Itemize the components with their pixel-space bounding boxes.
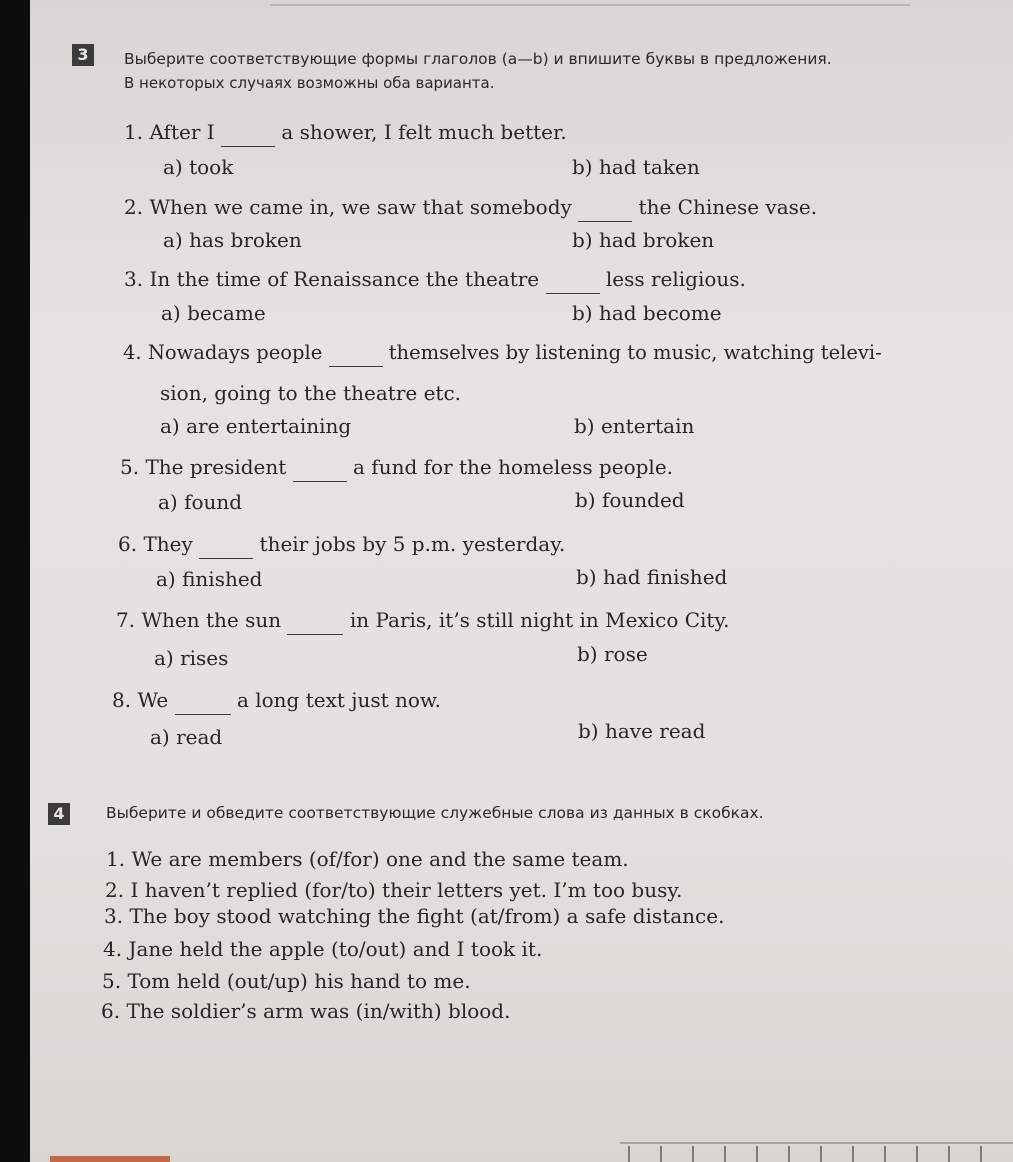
option-8b: b) have read [578, 719, 706, 743]
answer-blank-3[interactable] [546, 273, 600, 294]
question-8: 8. We a long text just now. [112, 688, 441, 715]
ruler-edge [620, 1142, 1013, 1162]
answer-blank-4[interactable] [329, 346, 383, 367]
exercise-3-badge: 3 [72, 44, 94, 66]
question-6: 6. They their jobs by 5 p.m. yesterday. [118, 532, 565, 559]
preposition-item-1: 1. We are members (of/for) one and the same team. [106, 847, 629, 871]
option-3a: a) became [161, 301, 266, 325]
preposition-item-6: 6. The soldier’s arm was (in/with) blood. [101, 999, 511, 1023]
question-7: 7. When the sun in Paris, it’s still night in Mexico City. [116, 608, 729, 635]
preposition-item-4: 4. Jane held the apple (to/out) and I took it. [103, 937, 543, 961]
question-1: 1. After I a shower, I felt much better. [124, 120, 567, 147]
option-5b: b) founded [575, 488, 685, 512]
answer-blank-7[interactable] [287, 614, 343, 635]
preposition-item-3: 3. The boy stood watching the fight (at/from) a safe distance. [104, 904, 725, 928]
option-1b: b) had taken [572, 155, 700, 179]
answer-blank-6[interactable] [199, 538, 253, 559]
option-7b: b) rose [577, 642, 648, 666]
exercise-4-badge: 4 [48, 803, 70, 825]
workbook-page [30, 0, 1013, 1162]
question-4-continuation: sion, going to the theatre etc. [160, 381, 462, 405]
question-3: 3. In the time of Renaissance the theatre less religious. [124, 267, 746, 294]
option-7a: a) rises [154, 646, 229, 670]
top-rule [270, 4, 910, 6]
answer-blank-2[interactable] [578, 201, 632, 222]
option-6b: b) had finished [576, 565, 728, 589]
question-5: 5. The president a fund for the homeless people. [120, 455, 673, 482]
option-8a: a) read [150, 725, 223, 749]
exercise-4-instruction: Выберите и обведите соответствующие служебные слова из данных в скобках. [106, 804, 764, 822]
preposition-item-5: 5. Tom held (out/up) his hand to me. [102, 969, 471, 993]
option-4b: b) entertain [574, 414, 695, 438]
question-2: 2. When we came in, we saw that somebody the Chinese vase. [124, 195, 817, 222]
option-2a: a) has broken [163, 228, 302, 252]
question-4: 4. Nowadays people themselves by listening to music, watching televi- [123, 341, 882, 367]
option-5a: a) found [158, 490, 243, 514]
option-1a: a) took [163, 155, 234, 179]
option-6a: a) finished [156, 567, 263, 591]
preposition-item-2: 2. I haven’t replied (for/to) their letters yet. I’m too busy. [105, 878, 683, 902]
answer-blank-5[interactable] [293, 461, 347, 482]
option-2b: b) had broken [572, 228, 715, 252]
option-4a: a) are entertaining [160, 414, 352, 438]
red-edge-strip [50, 1156, 170, 1162]
exercise-3-instruction-line1: Выберите соответствующие формы глаголов (a—b) и впишите буквы в предложения. [124, 50, 832, 68]
option-3b: b) had become [572, 301, 722, 325]
answer-blank-8[interactable] [175, 694, 231, 715]
answer-blank-1[interactable] [221, 126, 275, 147]
exercise-3-instruction-line2: В некоторых случаях возможны оба варианта. [124, 74, 495, 92]
